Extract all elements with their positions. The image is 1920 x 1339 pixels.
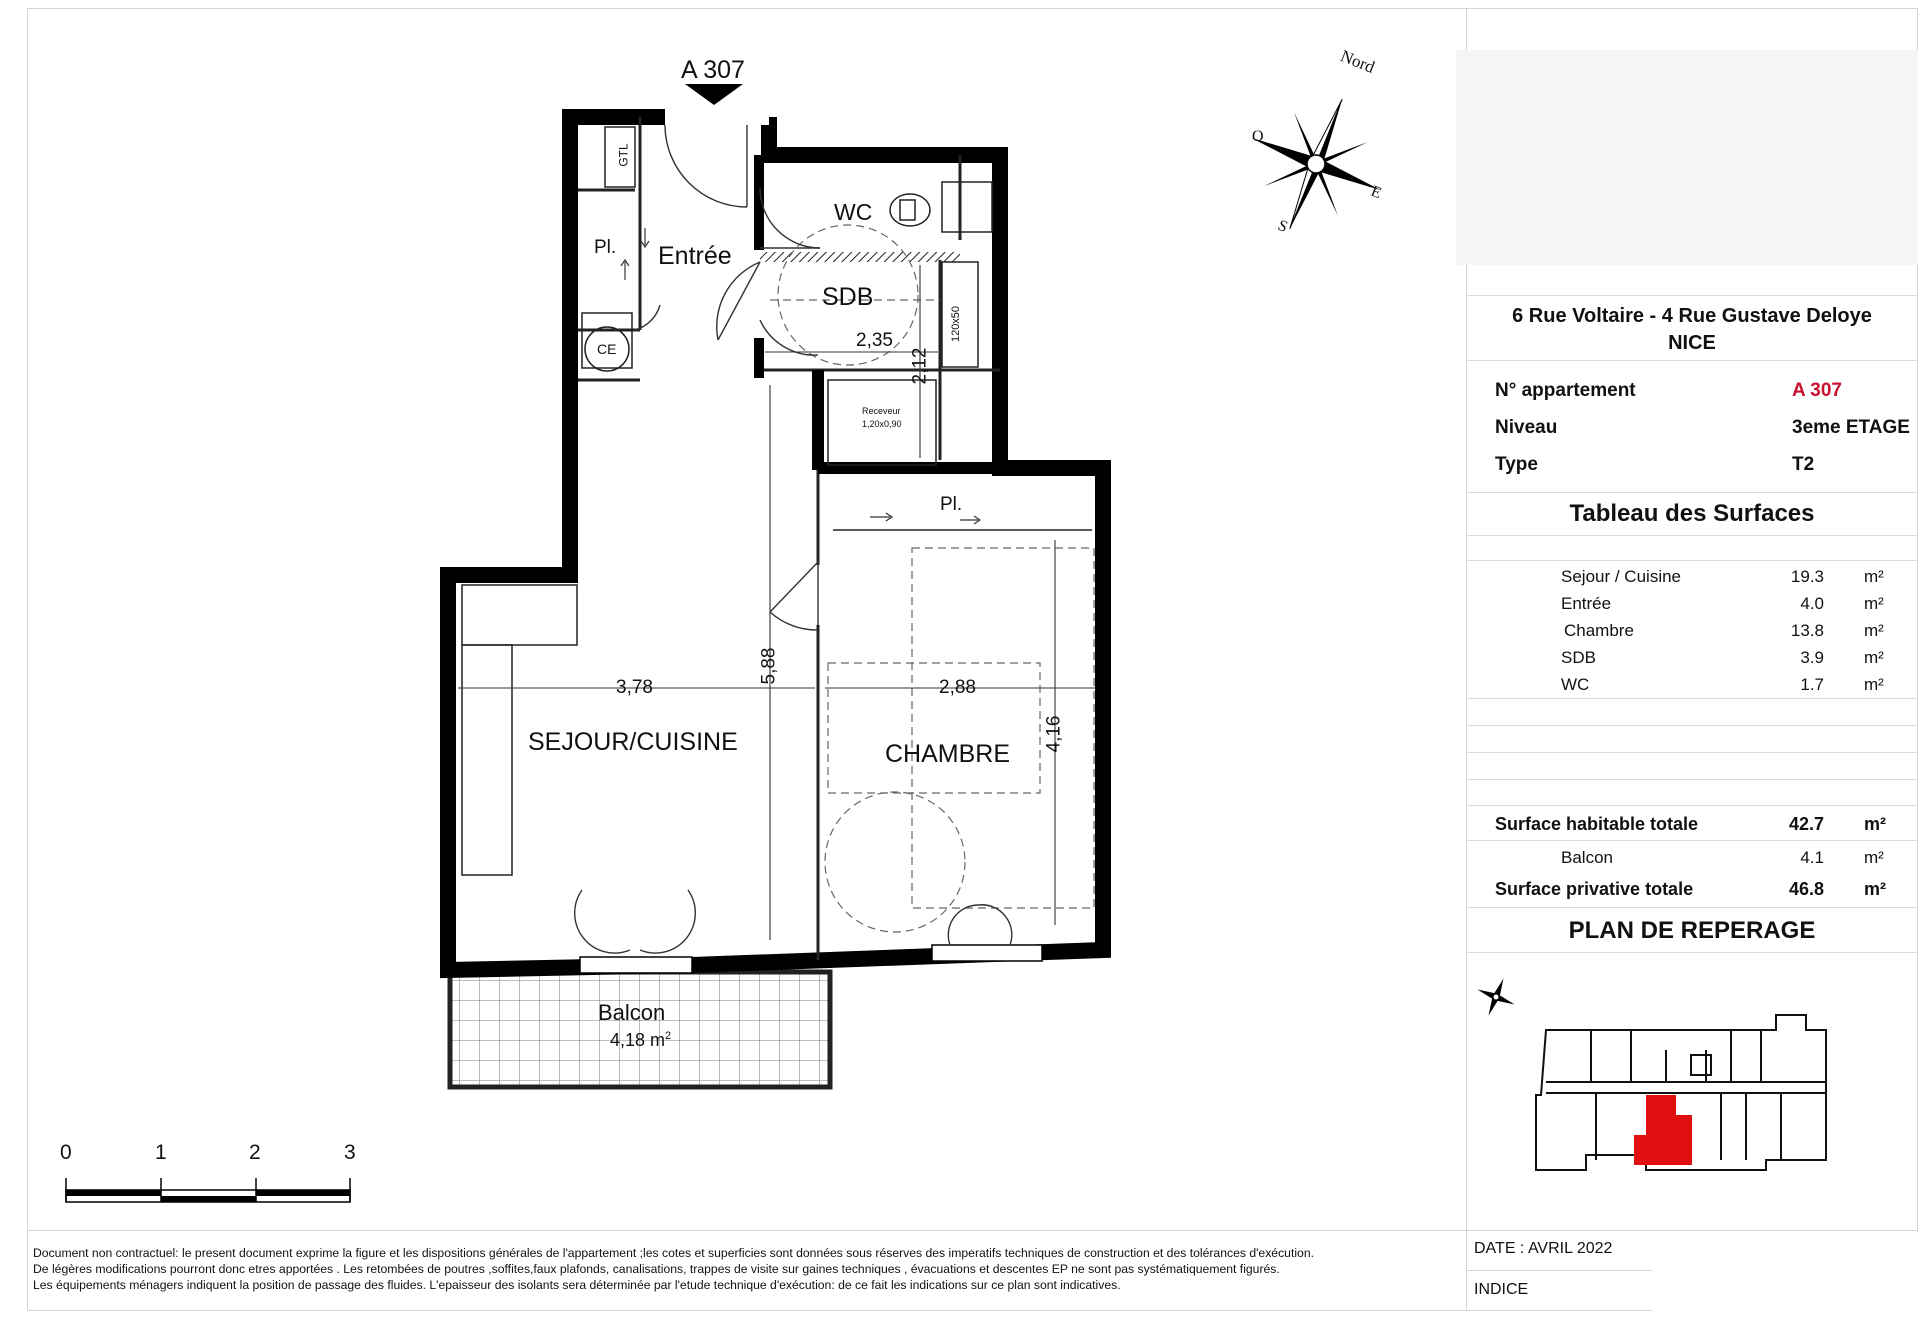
- footer-blank: [1652, 1232, 1918, 1332]
- dim-chambre-depth: 4,16: [1043, 715, 1065, 753]
- surface-sdb-name: SDB: [1561, 648, 1596, 667]
- compass-east: E: [1368, 182, 1384, 203]
- info-apartment-label: N° appartement: [1495, 380, 1636, 401]
- divider: [1466, 560, 1918, 561]
- window-openings: [580, 109, 1042, 973]
- total-privative-unit: m²: [1864, 879, 1886, 899]
- scale-label-0: 0: [60, 1141, 72, 1164]
- disclaimer-line-2: De légères modifications pourront donc etres apportées . Les retombées de poutres ,soffites,faux plafonds, canalisations, trappes de visite sur gaines techniques , évacuations et descentes EP ne sont pas systématiquement figurés.: [33, 1262, 1280, 1276]
- total-habitable-unit: m²: [1864, 814, 1886, 834]
- total-balcon-label: Balcon: [1561, 848, 1613, 867]
- dim-sejour-depth: 5,88: [758, 647, 780, 685]
- surface-wc-unit: m²: [1864, 675, 1884, 694]
- bath-size: 120x50: [950, 305, 963, 343]
- location-plan: [1466, 955, 1918, 1195]
- gtl-label: GTL: [616, 143, 631, 167]
- partition-hatch: [760, 252, 960, 262]
- surface-sejour-name: Sejour / Cuisine: [1561, 567, 1682, 586]
- sdb-wall-lower: [754, 338, 764, 378]
- dim-chambre-width: 2,88: [939, 677, 976, 698]
- divider: [1466, 725, 1918, 726]
- room-sejour-label: SEJOUR/CUISINE: [528, 728, 738, 756]
- address-line-2: NICE: [1668, 332, 1716, 354]
- dim-sejour-width: 3,78: [616, 677, 653, 698]
- total-privative-label: Surface privative totale: [1495, 879, 1694, 899]
- total-habitable-value: 42.7: [1788, 814, 1824, 834]
- surface-entree-unit: m²: [1864, 594, 1884, 613]
- divider: [1466, 752, 1918, 753]
- entry-arrow: [685, 84, 743, 105]
- address-line-1: 6 Rue Voltaire - 4 Rue Gustave Deloye: [1512, 305, 1872, 327]
- info-type-label: Type: [1495, 454, 1538, 475]
- reperage-title: PLAN DE REPERAGE: [1568, 917, 1816, 944]
- surface-wc-name: WC: [1561, 675, 1590, 694]
- divider: [1466, 535, 1918, 536]
- chambre-wall: [818, 462, 1103, 474]
- divider: [1466, 840, 1918, 841]
- date-label: DATE : AVRIL 2022: [1474, 1240, 1613, 1257]
- room-sdb-label: SDB: [822, 283, 874, 311]
- divider: [1466, 492, 1918, 493]
- total-habitable-label: Surface habitable totale: [1495, 814, 1699, 834]
- divider: [1466, 698, 1918, 699]
- total-balcon-value: 4.1: [1800, 848, 1824, 867]
- ce-label: CE: [597, 341, 617, 357]
- surface-sdb-unit: m²: [1864, 648, 1884, 667]
- scale-label-1: 1: [155, 1141, 167, 1164]
- interior-walls: [578, 117, 1000, 960]
- surface-wc-value: 1.7: [1800, 675, 1824, 694]
- divider: [1466, 779, 1918, 780]
- placard-entree-label: Pl.: [594, 237, 617, 258]
- divider: [1466, 295, 1918, 296]
- receveur-label: Receveur: [862, 406, 901, 416]
- divider: [1466, 952, 1918, 953]
- scale-label-3: 3: [344, 1141, 356, 1164]
- surface-entree-name: Entrée: [1561, 594, 1612, 613]
- disclaimer-line-3: Les équipements ménagers indiquent la position de passage des fluides. L'epaisseur des isolants sera déterminée par l'etude technique d'exécution: de ce fait les indications sur ce plan sont indicatives.: [33, 1278, 1121, 1292]
- divider: [1466, 805, 1918, 806]
- placard-chambre-label: Pl.: [940, 494, 963, 515]
- scale-label-2: 2: [249, 1141, 261, 1164]
- divider: [1466, 360, 1918, 361]
- exterior-walls: [448, 117, 1103, 970]
- surface-chambre-name: Chambre: [1564, 621, 1634, 640]
- balcon-area: 4,18 $m^2$: [610, 1030, 672, 1050]
- surface-chambre-unit: m²: [1864, 621, 1884, 640]
- compass-north: Nord: [1337, 46, 1378, 77]
- divider: [1466, 907, 1918, 908]
- indice-label: INDICE: [1474, 1281, 1529, 1298]
- compass-rose: [1225, 73, 1407, 255]
- room-chambre-label: CHAMBRE: [885, 740, 1011, 768]
- surface-sejour-unit: m²: [1864, 567, 1884, 586]
- surface-sejour-value: 19.3: [1790, 567, 1824, 586]
- room-entree-label: Entrée: [658, 242, 732, 270]
- apartment-tag: A 307: [681, 56, 745, 84]
- info-level-value: 3eme ETAGE: [1792, 417, 1910, 438]
- compass-west: O: [1252, 128, 1264, 145]
- total-privative-value: 46.8: [1788, 879, 1824, 899]
- surface-chambre-value: 13.8: [1790, 621, 1824, 640]
- room-balcon-label: Balcon: [598, 1000, 666, 1025]
- mini-compass: [1470, 971, 1522, 1023]
- wc-wall: [754, 155, 764, 250]
- surface-entree-value: 4.0: [1800, 594, 1824, 613]
- total-balcon-unit: m²: [1864, 848, 1884, 867]
- info-apartment-value: A 307: [1792, 380, 1842, 401]
- sdb-wall: [812, 370, 824, 470]
- disclaimer: [33, 1245, 1463, 1293]
- disclaimer-line-1: Document non contractuel: le present document exprime la figure et les dispositions générales de l'appartement ;les cotes et superficies sont données sous réserves des imperatifs techniques de construction et des tolérances d'exécution.: [33, 1246, 1314, 1260]
- apartment-highlight: [1634, 1095, 1692, 1165]
- info-type-value: T2: [1792, 454, 1815, 475]
- info-level-label: Niveau: [1495, 417, 1558, 438]
- compass-south: S: [1275, 216, 1290, 237]
- scale-bar: [66, 1178, 350, 1202]
- surface-sdb-value: 3.9: [1800, 648, 1824, 667]
- sidebar-header-box: [1456, 50, 1918, 265]
- receveur-size: 1,20x0,90: [862, 419, 902, 429]
- dim-sdb-height: 2,12: [909, 347, 931, 385]
- room-wc-label: WC: [834, 199, 873, 225]
- dim-sdb-width: 2,35: [856, 330, 893, 351]
- footer-divider: [27, 1230, 1918, 1231]
- surfaces-title: Tableau des Surfaces: [1569, 500, 1815, 527]
